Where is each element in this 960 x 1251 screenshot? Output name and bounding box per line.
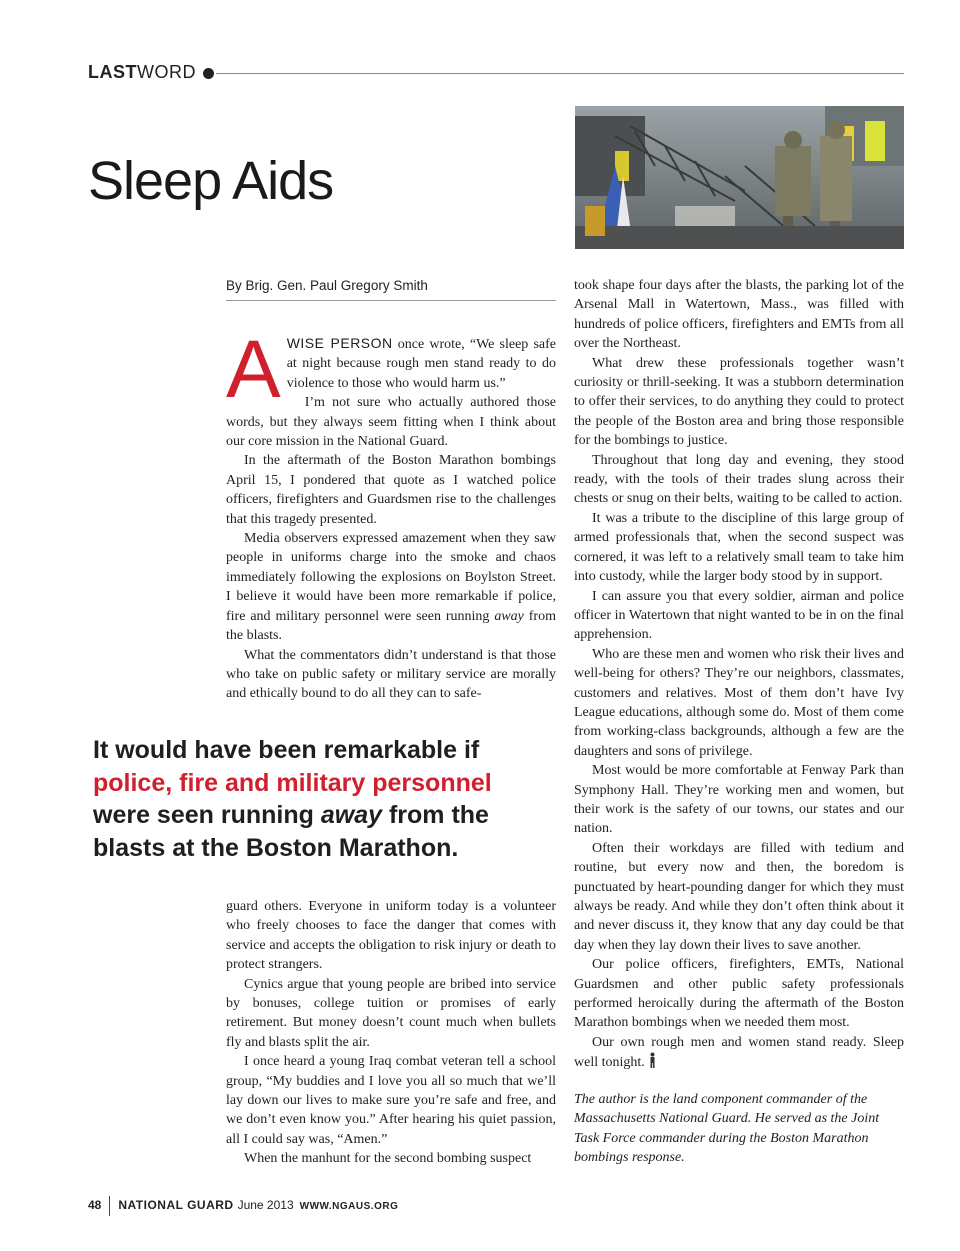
pull-quote: [93, 734, 533, 864]
closing-paragraph: [574, 1033, 904, 1073]
byline-rule: [226, 300, 556, 301]
body-column-1-upper: [226, 324, 556, 704]
body-paragraph: took shape four days after the blasts, the parking lot of the Arsenal Mall in Watertown, Mass., was filled with hundreds of police officers, firefighters and EMTs from all over the Northeast.: [574, 278, 904, 352]
issue-date: June 2013: [237, 1198, 294, 1213]
website-link[interactable]: WWW.NGAUS.ORG: [299, 1201, 399, 1213]
header-rule: [216, 73, 904, 74]
body-text: Media observers expressed amazement when they saw people in uniforms charge into the smoke and chaos immediately following the explosions on Boylston Street. I believe it would have been more remarkable if police, fire and military personnel were seen running: [226, 531, 556, 624]
magazine-name: NATIONAL GUARD: [118, 1198, 234, 1213]
body-column-1-lower: [226, 897, 556, 1169]
body-paragraph: I once heard a young Iraq combat veteran tell a school group, “My buddies and I love you all so much that we’ll lay down our lives to make sure you’re safe and free, and we don’t even know you.” After hearing his quiet passion, all I could say was, “Amen.”: [226, 1054, 556, 1147]
body-paragraph: When the manhunt for the second bombing suspect: [244, 1151, 532, 1167]
body-column-2: [574, 276, 904, 1073]
body-paragraph: Often their workdays are filled with tedium and routine, but every now and then, the boredom is punctuated by heart-pounding danger for which they must always be ready. And while they don’t often think about it and never discuss it, they know that any day could be that day when they lay down their lives to save another.: [574, 840, 904, 953]
body-paragraph: What drew these professionals together wasn’t curiosity or thrill-seeking. It was a stubborn determination to offer their services, to do anything they could to protect the people of the Boston area and bring those responsible for the bombings to justice.: [574, 355, 904, 449]
body-paragraph: Most would be more comfortable at Fenway Park than Symphony Hall. They’re working men and women, but their work is the safety of our towns, our states and our nation.: [574, 763, 904, 837]
body-paragraph: It was a tribute to the discipline of this large group of armed professionals that, when the second suspect was cornered, it was left to a relatively small team to take him into custody, while the larger body stood by in support.: [574, 510, 904, 585]
article-title: Sleep Aids: [88, 151, 334, 211]
body-paragraph: Our police officers, firefighters, EMTs, National Guardsmen and other public safety professionals performed heroically during the aftermath of the Boston Marathon bombings when we needed them most.: [574, 957, 904, 1031]
author-bio: The author is the land component commander of the Massachusetts National Guard. He served as the Joint Task Force commander during the Boston Marathon bombings response.: [574, 1092, 880, 1166]
byline: By Brig. Gen. Paul Gregory Smith: [226, 278, 428, 293]
body-paragraph: I can assure you that every soldier, airman and police officer in Watertown that night wanted to be in on the final apprehension.: [574, 588, 904, 643]
section-label: [88, 62, 196, 83]
lead-paragraph: [226, 324, 556, 415]
pull-quote-part: from the blasts at the Boston Marathon.: [93, 801, 489, 862]
body-paragraph: What the commentators didn’t understand is that those who take on public safety or military service are morally and ethically bound to do all they can to safe-: [226, 647, 556, 702]
pull-quote-highlight: police, fire and military personnel: [93, 768, 492, 797]
body-paragraph: I’m not sure who actually authored those words, but they always seem fitting when I think about our core mission in the National Guard.: [226, 395, 556, 450]
footer-divider: [109, 1196, 110, 1216]
body-paragraph: [226, 529, 556, 645]
body-paragraph: In the aftermath of the Boston Marathon bombings April 15, I pondered that quote as I watched police officers, firefighters and Guardsmen rise to the challenges that this tragedy presented.: [226, 453, 556, 527]
lead-in-text: once wrote, “We sleep safe at night because rough men stand ready to do violence to those who would harm us.”: [286, 337, 556, 391]
page-footer: [88, 1196, 398, 1216]
drop-cap: A: [226, 324, 281, 415]
body-paragraph: Who are these men and women who risk their lives and well-being for others? They’re our neighbors, classmates, customers and relatives. Most of them don’t have Ivy League educations, although some do. Most of them come from working-class backgrounds, although a few are the daughters and sons of privilege.: [574, 646, 904, 759]
body-paragraph: guard others. Everyone in uniform today is a volunteer who freely chooses to face the danger that comes with service and accepts the obligation to risk injury or death to protect strangers.: [226, 899, 556, 973]
header-dot: [203, 68, 214, 79]
section-label-bold: LAST: [88, 62, 137, 82]
body-paragraph: Throughout that long day and evening, they stood ready, with the tools of their trades slung across their chests or snug on their belts, waiting to be called to action.: [574, 452, 904, 507]
pull-quote-part: It would have been remarkable if: [93, 736, 480, 764]
pull-quote-part: were seen running: [93, 801, 321, 829]
body-text: from the blasts.: [226, 608, 556, 644]
boston-scene-illustration: [575, 106, 904, 249]
lead-in-caps: WISE PERSON: [286, 335, 393, 351]
page-number: 48: [88, 1198, 102, 1213]
article-photo: [575, 106, 904, 249]
body-text: Our own rough men and women stand ready. Sleep well tonight.: [574, 1034, 904, 1071]
body-paragraph: Cynics argue that young people are bribed into service by bonuses, college tuition or promises of early retirement. But money doesn’t count much when bullets fly and blasts split the air.: [226, 976, 556, 1050]
end-mark-soldier-icon: [648, 1052, 657, 1068]
pull-quote-emphasis: away: [320, 801, 383, 829]
emphasis-away: away: [494, 608, 524, 624]
section-label-light: WORD: [137, 62, 196, 82]
